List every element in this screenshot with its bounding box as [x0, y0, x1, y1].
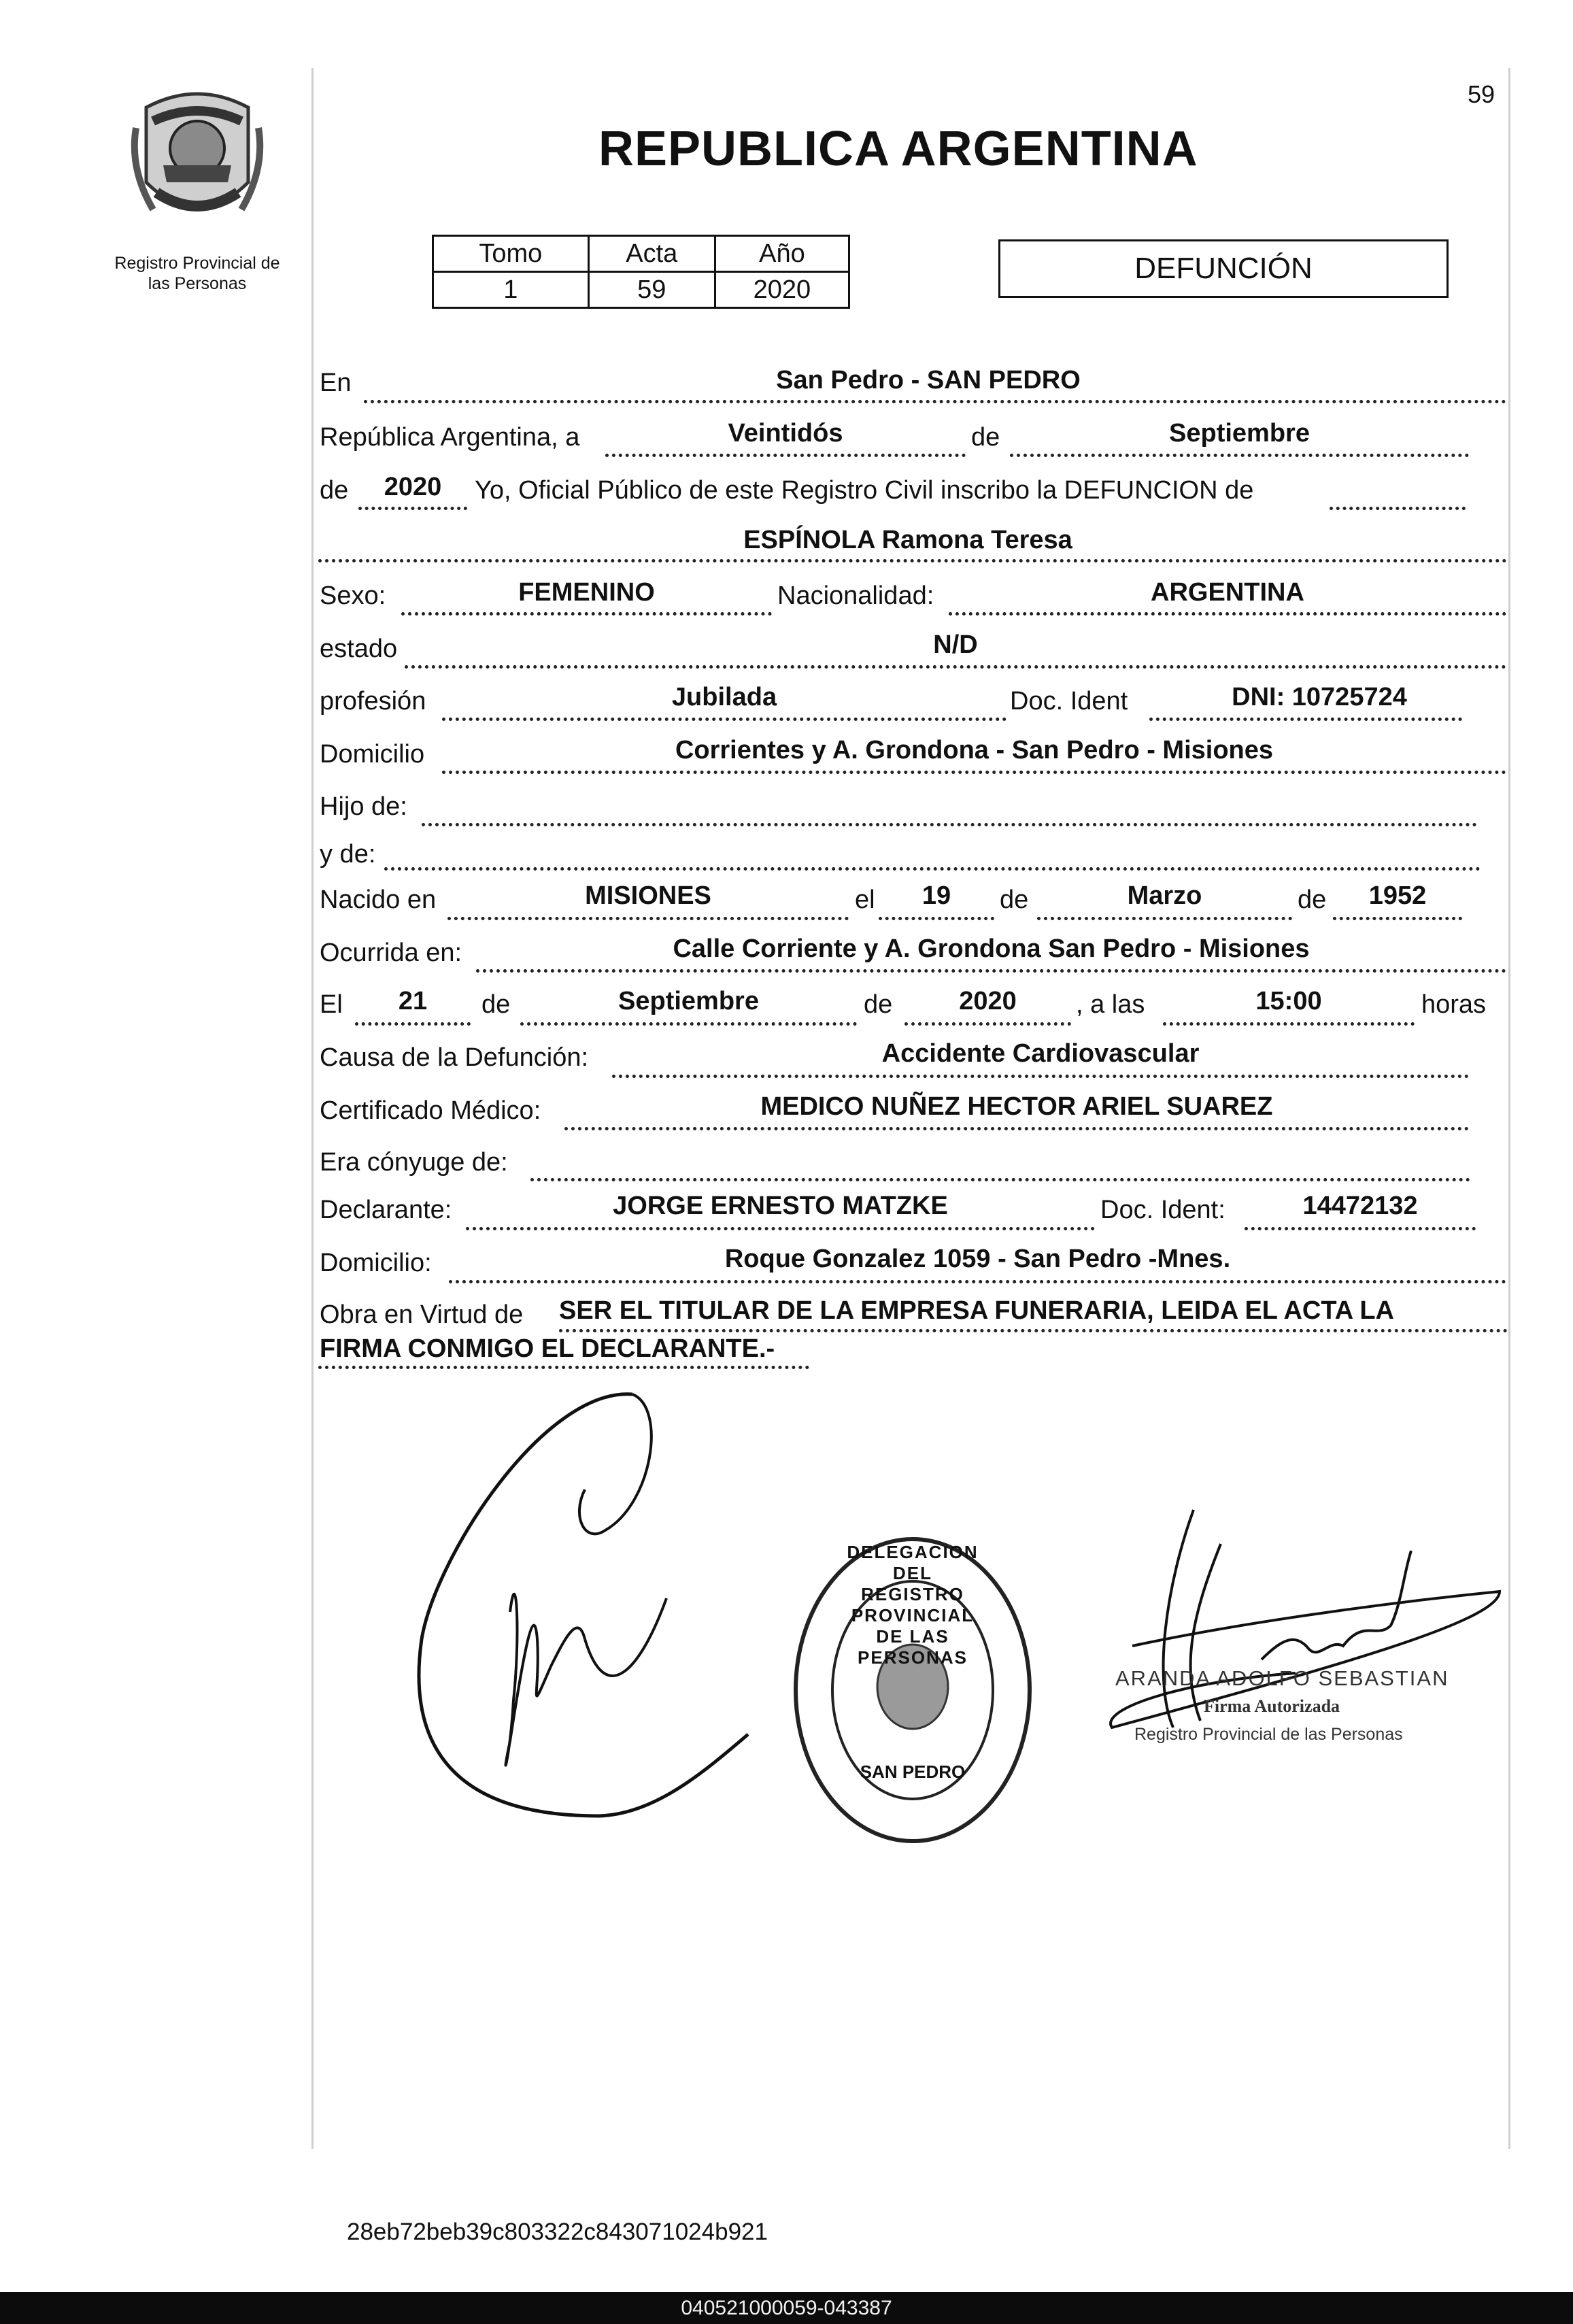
- province-emblem: [126, 80, 269, 237]
- causa-line: [612, 1075, 1469, 1078]
- certificado-value: MEDICO NUÑEZ HECTOR ARIEL SUAREZ: [760, 1092, 1273, 1121]
- causa-label: Causa de la Defunción:: [320, 1043, 589, 1072]
- de-label: de: [971, 423, 1000, 452]
- hijo-label: Hijo de:: [320, 792, 407, 821]
- day-words-value: Veintidós: [728, 419, 843, 448]
- year-value: 2020: [384, 473, 442, 501]
- deceased-name-value: ESPÍNOLA Ramona Teresa: [743, 526, 1072, 554]
- nacionalidad-label: Nacionalidad:: [777, 582, 934, 610]
- tomo-value: 1: [433, 272, 589, 308]
- declarante-doc-label: Doc. Ident:: [1100, 1196, 1225, 1224]
- deceased-name-line: [318, 559, 1507, 562]
- nacido-de2-label: de: [1298, 886, 1327, 914]
- el-label: el: [855, 886, 875, 914]
- right-margin-line: [1508, 68, 1510, 2149]
- intro-text: Yo, Oficial Público de este Registro Civil inscribo la DEFUNCION de: [475, 476, 1254, 505]
- ocurrida-label: Ocurrida en:: [320, 939, 462, 967]
- obra-label: Obra en Virtud de: [320, 1300, 524, 1329]
- month-value: Septiembre: [1169, 419, 1310, 448]
- causa-value: Accidente Cardiovascular: [881, 1039, 1200, 1068]
- stamp-ring-text: DELEGACION DEL REGISTRO PROVINCIAL DE LAS PERSONAS: [847, 1542, 979, 1668]
- nacionalidad-line: [949, 612, 1506, 616]
- yde-label: y de:: [320, 840, 376, 869]
- stamp-inner-text: SAN PEDRO: [860, 1762, 966, 1782]
- republica-label: República Argentina, a: [320, 423, 580, 452]
- estado-line: [405, 665, 1506, 669]
- fecha-mes-line: [520, 1022, 857, 1026]
- registry-name-line1: Registro Provincial de: [114, 254, 280, 273]
- doc-ident-value: DNI: 10725724: [1232, 683, 1407, 711]
- fecha-mes-value: Septiembre: [618, 987, 759, 1015]
- registry-name: [95, 253, 299, 294]
- nacido-mes-value: Marzo: [1127, 881, 1202, 910]
- obra-line2-line: [318, 1366, 809, 1369]
- acta-value: 59: [588, 272, 715, 308]
- yde-line: [384, 867, 1481, 871]
- conyuge-line: [530, 1178, 1470, 1181]
- certificado-line: [564, 1127, 1469, 1130]
- estado-label: estado: [320, 635, 398, 663]
- profesion-line: [442, 718, 1007, 721]
- declarante-dom-line: [449, 1280, 1506, 1283]
- ocurrida-line: [476, 969, 1506, 973]
- obra-line1-value: SER EL TITULAR DE LA EMPRESA FUNERARIA, LEIDA EL ACTA LA: [559, 1296, 1394, 1325]
- declarante-doc-value: 14472132: [1302, 1192, 1418, 1220]
- document-hash: 28eb72beb39c803322c843071024b921: [347, 2219, 768, 2245]
- hora-value: 15:00: [1255, 987, 1322, 1015]
- domicilio-label: Domicilio: [320, 740, 425, 769]
- nacido-anio-value: 1952: [1368, 881, 1427, 910]
- estado-value: N/D: [933, 630, 978, 659]
- declarante-label: Declarante:: [320, 1196, 452, 1224]
- nacido-lugar-value: MISIONES: [585, 881, 711, 910]
- doc-ident-line: [1149, 718, 1462, 721]
- year-line: [358, 507, 467, 510]
- hijo-line: [422, 823, 1477, 826]
- acta-header: Acta: [588, 236, 715, 272]
- anio-value: 2020: [715, 272, 849, 308]
- sexo-line: [401, 612, 772, 616]
- fecha-de2-label: de: [864, 990, 893, 1019]
- ocurrida-value: Calle Corriente y A. Grondona San Pedro - Misiones: [673, 934, 1310, 963]
- intro-line: [1330, 507, 1466, 510]
- nacido-dia-value: 19: [921, 881, 951, 910]
- profesion-label: profesión: [320, 687, 426, 715]
- fecha-dia-line: [355, 1022, 471, 1026]
- en-label: En: [320, 369, 352, 397]
- left-margin-line: [311, 68, 314, 2149]
- record-box: [432, 235, 850, 309]
- page-title: REPUBLICA ARGENTINA: [598, 122, 1198, 176]
- domicilio-value: Corrientes y A. Grondona - San Pedro - Misiones: [675, 736, 1274, 764]
- conyuge-label: Era cónyuge de:: [320, 1148, 508, 1177]
- tomo-header: Tomo: [433, 236, 589, 272]
- fecha-de1-label: de: [481, 990, 511, 1019]
- domicilio-line: [442, 771, 1506, 774]
- place-line: [364, 400, 1506, 403]
- day-words-line: [605, 454, 966, 457]
- declarante-doc-line: [1245, 1227, 1476, 1230]
- declarante-dom-label: Domicilio:: [320, 1249, 432, 1277]
- fecha-anio-value: 2020: [959, 987, 1017, 1015]
- horas-label: horas: [1421, 990, 1487, 1019]
- barcode-bar: [0, 2292, 1573, 2324]
- official-name: ARANDA ADOLFO SEBASTIAN: [1115, 1666, 1449, 1690]
- declarante-value: JORGE ERNESTO MATZKE: [613, 1192, 948, 1220]
- page-number: 59: [1468, 80, 1495, 108]
- fecha-anio-line: [904, 1022, 1071, 1026]
- nacionalidad-value: ARGENTINA: [1151, 578, 1304, 607]
- barcode-text: 040521000059-043387: [681, 2297, 892, 2319]
- registry-name-line2: las Personas: [148, 274, 247, 293]
- official-role: Firma Autorizada: [1204, 1696, 1340, 1716]
- month-line: [1010, 454, 1469, 457]
- place-value: San Pedro - SAN PEDRO: [776, 366, 1081, 394]
- profesion-value: Jubilada: [671, 683, 777, 711]
- nacido-mes-line: [1037, 917, 1292, 920]
- declarante-dom-value: Roque Gonzalez 1059 - San Pedro -Mnes.: [724, 1245, 1231, 1273]
- sexo-value: FEMENINO: [518, 578, 655, 607]
- hora-line: [1163, 1022, 1415, 1026]
- sexo-label: Sexo:: [320, 582, 386, 610]
- obra-line2-value: FIRMA CONMIGO EL DECLARANTE.-: [320, 1334, 775, 1363]
- year-prefix-label: de: [320, 476, 349, 505]
- nacido-lugar-line: [447, 917, 849, 920]
- doc-ident-label: Doc. Ident: [1010, 687, 1128, 715]
- obra-line1-line: [559, 1329, 1508, 1332]
- document-type-box: DEFUNCIÓN: [998, 239, 1449, 298]
- nacido-anio-line: [1333, 917, 1462, 920]
- declarante-line: [466, 1227, 1095, 1230]
- nacido-de1-label: de: [1000, 886, 1029, 914]
- delegation-stamp: [790, 1534, 1035, 1847]
- declarant-signature: [381, 1381, 762, 1830]
- certificado-label: Certificado Médico:: [320, 1096, 541, 1125]
- alas-label: , a las: [1076, 990, 1145, 1019]
- nacido-label: Nacido en: [320, 886, 437, 914]
- anio-header: Año: [715, 236, 849, 272]
- fecha-el-label: El: [320, 990, 343, 1019]
- nacido-dia-line: [879, 917, 994, 920]
- official-office: Registro Provincial de las Personas: [1134, 1725, 1403, 1744]
- fecha-dia-value: 21: [398, 987, 428, 1015]
